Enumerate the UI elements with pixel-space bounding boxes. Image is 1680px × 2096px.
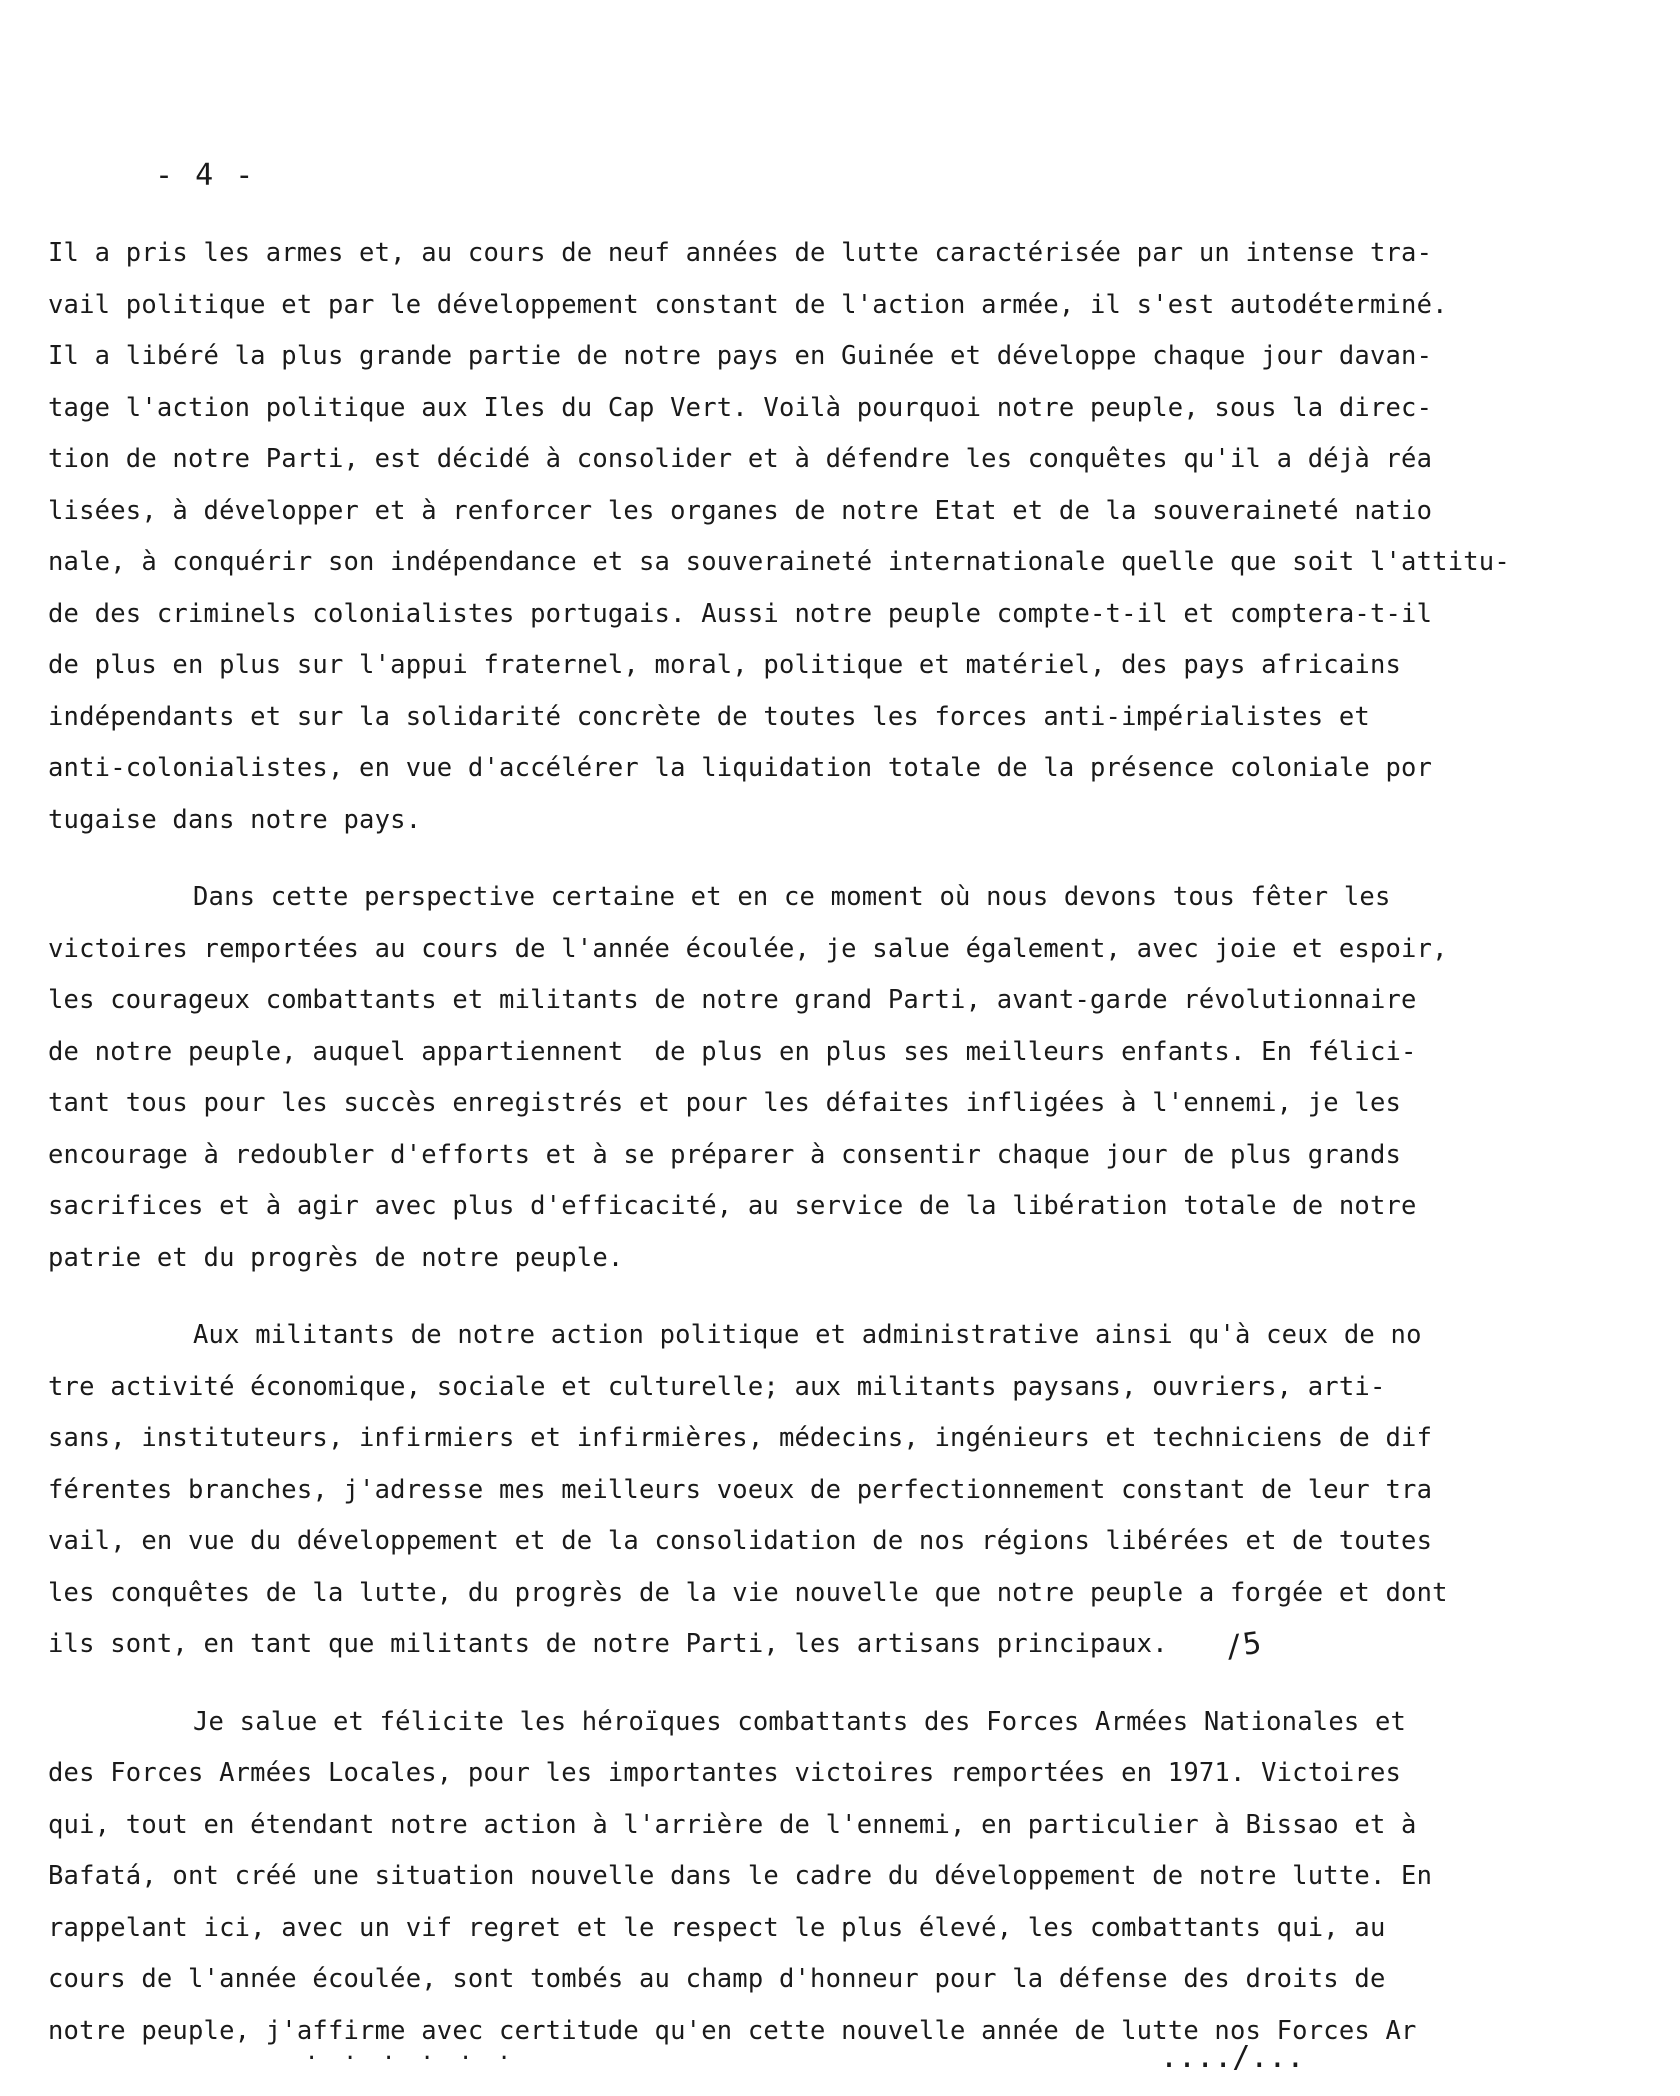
text-line: Il a pris les armes et, au cours de neuf années de lutte caractérisée par un intense tra- [48,238,1433,268]
paragraph-3 [48,1310,1468,1671]
text-line: indépendants et sur la solidarité concrète de toutes les forces anti-impérialistes et [48,701,1370,732]
text-line: nale, à conquérir son indépendance et sa souveraineté internationale quelle que soit l'attitu- [48,547,1510,577]
text-line: Il a libéré la plus grande partie de notre pays en Guinée et développe chaque jour davan- [48,341,1433,371]
text-line: victoires remportées au cours de l'année écoulée, je salue également, avec joie et espoir, [48,933,1448,964]
text-line: Aux militants de notre action politique et administrative ainsi qu'à ceux de no [193,1320,1422,1350]
text-line: tion de notre Parti, est décidé à consolider et à défendre les conquêtes qu'il a déjà réa [48,444,1433,474]
document-body [48,228,1510,2057]
text-line: qui, tout en étendant notre action à l'arrière de l'ennemi, en particulier à Bissao et à [48,1809,1417,1840]
text-line: les courageux combattants et militants de notre grand Parti, avant-garde révolutionnaire [48,985,1417,1015]
paragraph-4 [48,1697,1468,2058]
text-line: Je salue et félicite les héroïques combattants des Forces Armées Nationales et [193,1706,1407,1737]
text-line: tage l'action politique aux Iles du Cap Vert. Voilà pourquoi notre peuple, sous la direc- [48,392,1433,423]
text-line: vail, en vue du développement et de la consolidation de nos régions libérées et de toutes [48,1526,1433,1556]
text-line: tugaise dans notre pays. [48,804,422,835]
text-line: lisées, à développer et à renforcer les organes de notre Etat et de la souveraineté natio [48,495,1433,526]
text-line: patrie et du progrès de notre peuple. [48,1242,624,1273]
text-line: tant tous pour les succès enregistrés et pour les défaites infligées à l'ennemi, je les [48,1088,1402,1118]
text-line: des Forces Armées Locales, pour les importantes victoires remportées en 1971. Victoires [48,1758,1402,1788]
paragraph-1 [48,228,1510,846]
text-line: de plus en plus sur l'appui fraternel, moral, politique et matériel, des pays africains [48,650,1402,680]
text-line: ils sont, en tant que militants de notre Parti, les artisans principaux. [48,1629,1168,1659]
text-line: sans, instituteurs, infirmiers et infirmières, médecins, ingénieurs et techniciens de dif [48,1423,1433,1453]
text-line: anti-colonialistes, en vue d'accélérer la liquidation totale de la présence coloniale por [48,753,1433,783]
text-line: les conquêtes de la lutte, du progrès de la vie nouvelle que notre peuple a forgée et dont [48,1577,1448,1608]
text-line: Dans cette perspective certaine et en ce moment où nous devons tous fêter les [193,882,1391,912]
text-line: sacrifices et à agir avec plus d'efficacité, au service de la libération totale de notre [48,1191,1417,1221]
continuation-mark: ..../... [1160,2040,1305,2075]
text-line: de notre peuple, auquel appartiennent de plus en plus ses meilleurs enfants. En félici- [48,1036,1417,1067]
text-line: Bafatá, ont créé une situation nouvelle dans le cadre du développement de notre lutte. En [48,1861,1433,1891]
page-number: - 4 - [155,158,256,193]
text-line: férentes branches, j'adresse mes meilleurs voeux de perfectionnement constant de leur tra [48,1474,1433,1505]
text-line: de des criminels colonialistes portugais. Aussi notre peuple compte-t-il et comptera-t-il [48,598,1433,629]
handwritten-page-mark: /5 [1222,1625,1264,1666]
text-line: cours de l'année écoulée, sont tombés au champ d'honneur pour la défense des droits de [48,1964,1386,1994]
text-line: vail politique et par le développement constant de l'action armée, il s'est autodéterminé. [48,289,1448,320]
text-line: encourage à redoubler d'efforts et à se préparer à consentir chaque jour de plus grands [48,1139,1402,1170]
paragraph-2 [48,872,1468,1284]
text-line: notre peuple, j'affirme avec certitude qu'en cette nouvelle année de lutte nos Forces Ar [48,2015,1417,2046]
text-line: rappelant ici, avec un vif regret et le respect le plus élevé, les combattants qui, au [48,1912,1386,1943]
footer-dots: . . . . . . [305,2040,517,2065]
text-line: tre activité économique, sociale et culturelle; aux militants paysans, ouvriers, arti- [48,1371,1386,1402]
